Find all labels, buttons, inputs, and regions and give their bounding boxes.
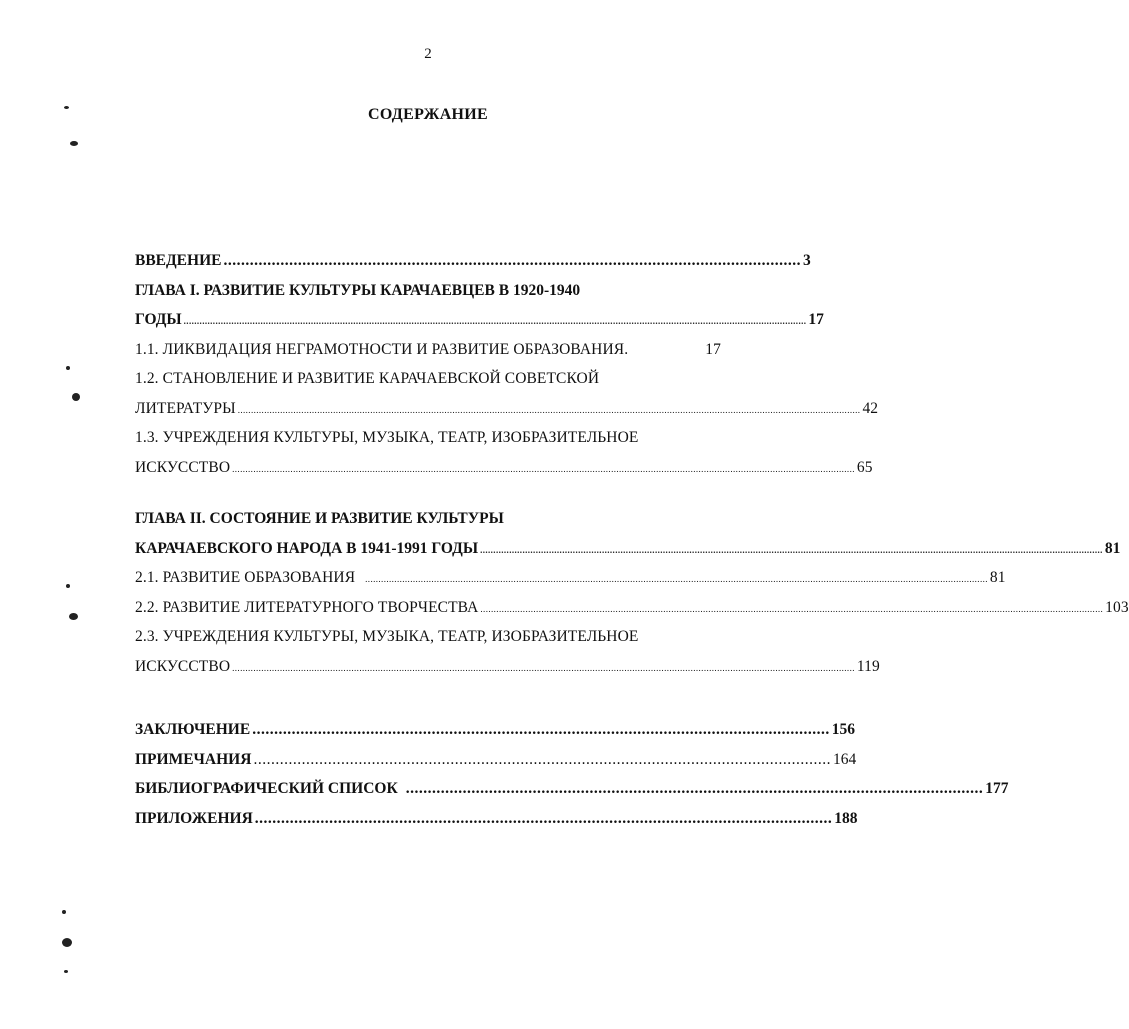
dot-leader: ...........................................................................................................................................................................................................................................: [480, 603, 1104, 614]
dot-leader: ...........................................................................................................................................................................................................................................: [183, 316, 807, 326]
toc-entry-section-1-3: ИСКУССТВО ........................................................................................................................................................................................................................................... 65: [135, 458, 873, 476]
toc-entry-section-2-1: 2.1. РАЗВИТИЕ ОБРАЗОВАНИЯ ........................................................................................................................................................................................................................................... 81: [135, 569, 1006, 586]
scan-speck: [72, 393, 80, 401]
dot-leader: ...........................................................................................................................................................................................................................................: [232, 662, 855, 673]
toc-entry-section-1-1: 1.1. ЛИКВИДАЦИЯ НЕГРАМОТНОСТИ И РАЗВИТИЕ ОБРАЗОВАНИЯ. 17: [135, 340, 721, 358]
dot-leader: ...........................................................................................................................................................................................................................................: [480, 544, 1103, 555]
toc-entry-conclusion: ЗАКЛЮЧЕНИЕ .................................................................................................................................... 156: [135, 721, 855, 738]
scan-speck: [64, 970, 68, 973]
dot-leader: ...........................................................................................................................................................................................................................................: [365, 574, 988, 584]
toc-entry-section-2-3: ИСКУССТВО ........................................................................................................................................................................................................................................... 119: [135, 657, 880, 675]
page-title: СОДЕРЖАНИЕ: [367, 106, 489, 123]
dot-leader: ...........................................................................................................................................................................................................................................: [237, 404, 861, 415]
toc-entry-bibliography: БИБЛИОГРАФИЧЕСКИЙ СПИСОК .................................................................................................................................... 177: [135, 780, 1009, 797]
scan-speck: [66, 584, 70, 588]
page-number: 2: [424, 46, 432, 62]
toc-entry-chapter1-title: ГЛАВА I. РАЗВИТИЕ КУЛЬТУРЫ КАРАЧАЕВЦЕВ В 1920-1940: [135, 281, 581, 299]
dot-leader: ....................................................................................................................................: [254, 809, 833, 827]
dot-leader: ...........................................................................................................................................................................................................................................: [232, 463, 855, 474]
dot-leader: ....................................................................................................................................: [252, 721, 830, 738]
toc-entry-appendices: ПРИЛОЖЕНИЯ .................................................................................................................................... 188: [135, 809, 858, 827]
scan-speck: [64, 106, 69, 109]
toc-entry-notes: ПРИМЕЧАНИЯ .................................................................................................................................... 164: [135, 750, 857, 768]
toc-entry-chapter2-title: ГЛАВА II. СОСТОЯНИЕ И РАЗВИТИЕ КУЛЬТУРЫ: [135, 510, 504, 527]
toc-entry-section-1-2: ЛИТЕРАТУРЫ ........................................................................................................................................................................................................................................... 42: [135, 399, 879, 417]
scan-speck: [69, 613, 78, 620]
toc-entry-chapter2: КАРАЧАЕВСКОГО НАРОДА В 1941-1991 ГОДЫ ........................................................................................................................................................................................................................................... 81: [135, 539, 1121, 557]
toc-entry-section-1-2-title: 1.2. СТАНОВЛЕНИЕ И РАЗВИТИЕ КАРАЧАЕВСКОЙ СОВЕТСКОЙ: [135, 370, 600, 387]
scan-speck: [70, 141, 78, 146]
toc-entry-chapter1: ГОДЫ ........................................................................................................................................................................................................................................... 17: [135, 311, 824, 328]
toc-entry-section-2-3-title: 2.3. УЧРЕЖДЕНИЯ КУЛЬТУРЫ, МУЗЫКА, ТЕАТР, ИЗОБРАЗИТЕЛЬНОЕ: [135, 628, 639, 645]
toc-entry-section-2-2: 2.2. РАЗВИТИЕ ЛИТЕРАТУРНОГО ТВОРЧЕСТВА ........................................................................................................................................................................................................................................... 103: [135, 598, 1129, 616]
scan-speck: [62, 938, 72, 947]
toc-entry-section-1-3-title: 1.3. УЧРЕЖДЕНИЯ КУЛЬТУРЫ, МУЗЫКА, ТЕАТР, ИЗОБРАЗИТЕЛЬНОЕ: [135, 429, 639, 446]
table-of-contents: [135, 252, 1129, 839]
dot-leader: ....................................................................................................................................: [405, 780, 984, 797]
dot-leader: ....................................................................................................................................: [253, 750, 831, 768]
scan-speck: [62, 910, 66, 914]
scan-speck: [66, 366, 70, 370]
dot-leader: ....................................................................................................................................: [223, 252, 801, 269]
toc-entry-intro: ВВЕДЕНИЕ .................................................................................................................................... 3: [135, 252, 811, 269]
